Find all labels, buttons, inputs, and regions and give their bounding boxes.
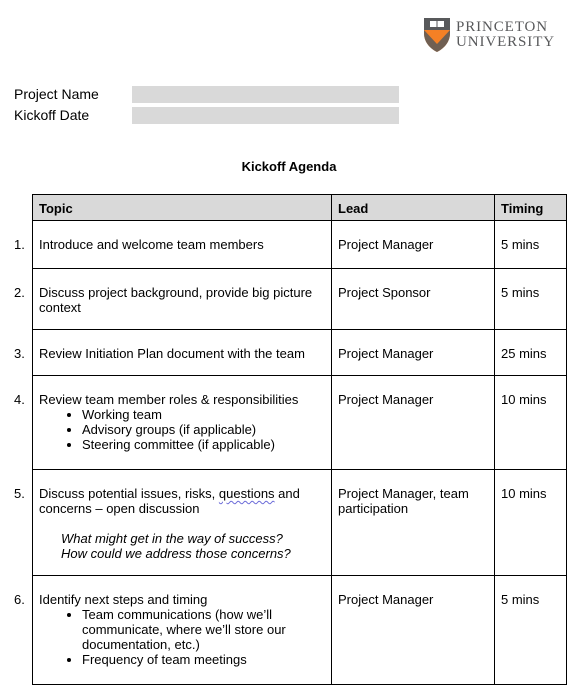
list-item: • Frequency of team meetings bbox=[82, 652, 325, 667]
discussion-note bbox=[39, 531, 325, 561]
header-lead: Lead bbox=[332, 195, 495, 221]
row-topic: Discuss project background, provide big picture context bbox=[33, 269, 332, 330]
row-number: 2. bbox=[14, 284, 25, 300]
list-item: • Team communications (how we’ll communicate, where we’ll store our documentation, etc.) bbox=[82, 607, 325, 652]
row-timing: 5 mins bbox=[495, 576, 567, 685]
table-row bbox=[6, 576, 567, 685]
row-lead: Project Manager bbox=[332, 221, 495, 269]
row-lead: Project Manager bbox=[332, 576, 495, 685]
kickoff-date-field[interactable] bbox=[132, 107, 399, 124]
row-topic-text bbox=[39, 486, 325, 516]
table-row bbox=[6, 470, 567, 576]
list-item: • Advisory groups (if applicable) bbox=[82, 422, 325, 437]
row-timing: 10 mins bbox=[495, 470, 567, 576]
kickoff-date-label: Kickoff Date bbox=[14, 107, 90, 123]
row-topic: Introduce and welcome team members bbox=[33, 221, 332, 269]
row-topic bbox=[33, 470, 332, 576]
row-number: 1. bbox=[14, 236, 25, 252]
logo-line-2: UNIVERSITY bbox=[456, 34, 555, 50]
topic-text-start: Discuss potential issues, risks, bbox=[39, 486, 219, 501]
row-number: 6. bbox=[14, 591, 25, 607]
table-row bbox=[6, 330, 567, 376]
row-timing: 10 mins bbox=[495, 376, 567, 470]
row-lead: Project Sponsor bbox=[332, 269, 495, 330]
list-item: • Steering committee (if applicable) bbox=[82, 437, 325, 452]
row-topic bbox=[33, 576, 332, 685]
row-number: 3. bbox=[14, 345, 25, 361]
row-lead: Project Manager, team participation bbox=[332, 470, 495, 576]
spellcheck-marked-word: questions bbox=[218, 486, 275, 501]
agenda-title: Kickoff Agenda bbox=[241, 159, 337, 174]
topic-text-end: and concerns – open discussion bbox=[39, 486, 300, 516]
agenda-table bbox=[6, 194, 567, 685]
topic-bullet-list bbox=[39, 607, 325, 667]
logo-line-1: PRINCETON bbox=[456, 19, 548, 35]
princeton-logo bbox=[423, 17, 563, 55]
table-header-row bbox=[6, 195, 567, 221]
row-timing: 25 mins bbox=[495, 330, 567, 376]
princeton-shield-icon bbox=[423, 17, 451, 53]
logo-wordmark bbox=[456, 20, 555, 50]
row-topic-text: Identify next steps and timing bbox=[39, 592, 208, 607]
list-item: • Working team bbox=[82, 407, 325, 422]
note-line: What might get in the way of success? bbox=[61, 531, 283, 546]
row-topic bbox=[33, 376, 332, 470]
project-name-label: Project Name bbox=[14, 86, 99, 102]
topic-bullet-list bbox=[39, 407, 325, 452]
project-name-field[interactable] bbox=[132, 86, 399, 103]
row-number: 5. bbox=[14, 485, 25, 501]
row-topic: Review Initiation Plan document with the team bbox=[33, 330, 332, 376]
row-lead: Project Manager bbox=[332, 376, 495, 470]
row-timing: 5 mins bbox=[495, 221, 567, 269]
row-number: 4. bbox=[14, 391, 25, 407]
header-timing: Timing bbox=[495, 195, 567, 221]
row-topic-text: Review team member roles & responsibilities bbox=[39, 392, 299, 407]
table-row bbox=[6, 221, 567, 269]
note-line: How could we address those concerns? bbox=[61, 546, 291, 561]
row-timing: 5 mins bbox=[495, 269, 567, 330]
header-number-cell bbox=[6, 195, 33, 221]
header-topic: Topic bbox=[33, 195, 332, 221]
table-row bbox=[6, 376, 567, 470]
table-row bbox=[6, 269, 567, 330]
row-lead: Project Manager bbox=[332, 330, 495, 376]
